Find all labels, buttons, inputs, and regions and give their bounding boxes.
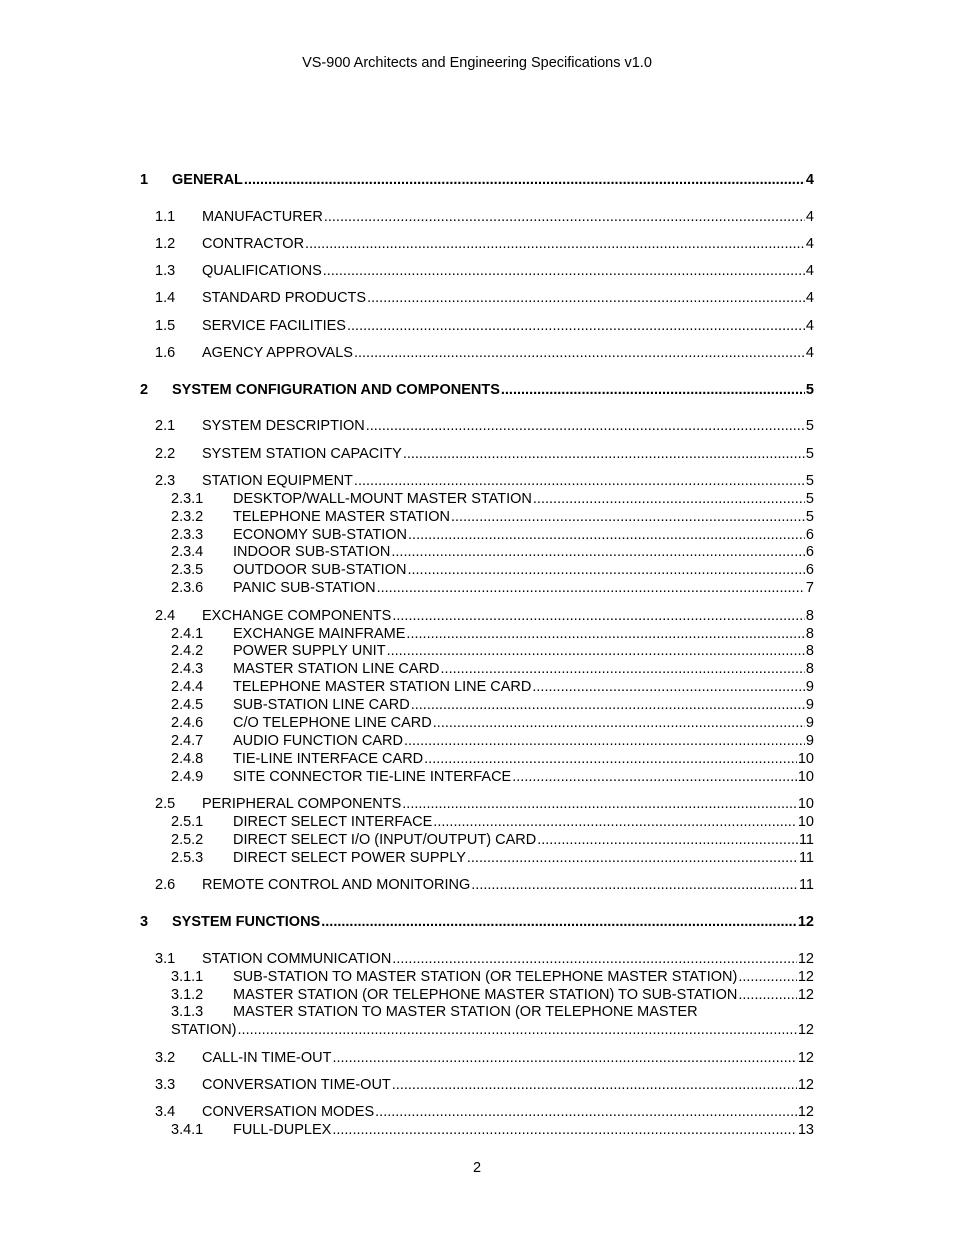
toc-leader-dots	[501, 381, 805, 399]
toc-entry-title: PANIC SUB-STATION	[233, 580, 376, 596]
toc-leader-dots	[512, 768, 797, 786]
toc-entry-page: 12	[797, 1104, 814, 1120]
toc-leader-dots	[391, 543, 805, 561]
toc-entry-title: INDOOR SUB-STATION	[233, 544, 391, 560]
toc-entry-1-5[interactable]	[140, 317, 814, 335]
toc-leader-dots	[347, 317, 805, 335]
toc-leader-dots	[403, 445, 805, 463]
toc-leader-dots	[323, 262, 805, 280]
toc-entry-1-3[interactable]	[140, 262, 814, 280]
toc-entry-2-4-1[interactable]	[140, 625, 814, 643]
toc-entry-number: 2.4.7	[171, 733, 204, 749]
toc-entry-title: GENERAL	[172, 172, 243, 188]
toc-leader-dots	[324, 208, 805, 226]
toc-entry-3-2[interactable]	[140, 1049, 814, 1067]
toc-leader-dots	[433, 714, 805, 732]
toc-entry-title: REMOTE CONTROL AND MONITORING	[202, 877, 471, 893]
toc-entry-page: 12	[797, 969, 814, 985]
toc-leader-dots	[392, 950, 797, 968]
toc-entry-2-3-6[interactable]	[140, 579, 814, 597]
toc-entry-2-2[interactable]	[140, 445, 814, 463]
toc-entry-title: OUTDOOR SUB-STATION	[233, 562, 407, 578]
toc-entry-title: SYSTEM DESCRIPTION	[202, 418, 365, 434]
toc-entry-page: 10	[797, 796, 814, 812]
toc-entry-title: SUB-STATION TO MASTER STATION (OR TELEPHONE MASTER STATION)	[233, 969, 738, 985]
toc-entry-page: 12	[797, 914, 814, 930]
toc-entry-2-3-2[interactable]	[140, 508, 814, 526]
toc-entry-2[interactable]	[140, 381, 814, 399]
toc-entry-page: 11	[798, 850, 814, 866]
toc-entry-page: 5	[805, 473, 814, 489]
toc-entry-3-1-1[interactable]	[140, 968, 814, 986]
toc-entry-title: SUB-STATION LINE CARD	[233, 697, 410, 713]
toc-entry-page: 6	[805, 562, 814, 578]
page-number: 2	[472, 1160, 482, 1176]
toc-entry-page: 12	[797, 987, 814, 1003]
toc-entry-title: STATION EQUIPMENT	[202, 473, 353, 489]
toc-leader-dots	[332, 1049, 796, 1067]
toc-leader-dots	[411, 696, 805, 714]
toc-entry-title: MASTER STATION TO MASTER STATION (OR TELEPHONE MASTER	[233, 1004, 698, 1020]
toc-entry-title: CONVERSATION TIME-OUT	[202, 1077, 391, 1093]
toc-entry-3[interactable]	[140, 913, 814, 931]
toc-leader-dots	[406, 625, 805, 643]
toc-entry-1-4[interactable]	[140, 289, 814, 307]
toc-entry-number: 2	[140, 382, 149, 398]
toc-entry-3-4[interactable]	[140, 1103, 814, 1121]
toc-entry-title: EXCHANGE COMPONENTS	[202, 608, 392, 624]
toc-entry-page: 6	[805, 544, 814, 560]
toc-leader-dots	[738, 986, 797, 1004]
toc-entry-number: 2.3.6	[171, 580, 204, 596]
toc-entry-title: MANUFACTURER	[202, 209, 323, 225]
toc-entry-title: MASTER STATION (OR TELEPHONE MASTER STATION) TO SUB-STATION	[233, 987, 738, 1003]
toc-entry-number: 2.2	[155, 446, 176, 462]
toc-entry-page: 9	[805, 697, 814, 713]
toc-entry-number: 1.2	[155, 236, 176, 252]
toc-leader-dots	[441, 660, 805, 678]
toc-leader-dots	[377, 579, 805, 597]
toc-entry-number: 2.3.1	[171, 491, 204, 507]
toc-entry-number: 1.3	[155, 263, 176, 279]
page-header: VS-900 Architects and Engineering Specifications v1.0	[302, 55, 652, 71]
toc-entry-1-2[interactable]	[140, 235, 814, 253]
toc-entry-page: 12	[797, 1077, 814, 1093]
toc-entry-2-4-3[interactable]	[140, 660, 814, 678]
toc-entry-page: 4	[805, 209, 814, 225]
toc-entry-title: TELEPHONE MASTER STATION LINE CARD	[233, 679, 532, 695]
toc-entry-page: 4	[805, 263, 814, 279]
toc-entry-title: C/O TELEPHONE LINE CARD	[233, 715, 432, 731]
toc-entry-page: 5	[805, 446, 814, 462]
toc-entry-2-3[interactable]	[140, 472, 814, 490]
toc-leader-dots	[533, 490, 805, 508]
toc-entry-title: DIRECT SELECT INTERFACE	[233, 814, 433, 830]
toc-leader-dots	[451, 508, 805, 526]
toc-entry-title: TIE-LINE INTERFACE CARD	[233, 751, 424, 767]
toc-entry-2-1[interactable]	[140, 417, 814, 435]
toc-leader-dots	[238, 1021, 797, 1039]
toc-entry-2-5-3[interactable]	[140, 849, 814, 867]
toc-entry-number: 3.1.3	[171, 1004, 204, 1020]
toc-entry-title: FULL-DUPLEX	[233, 1122, 332, 1138]
toc-entry-1-1[interactable]	[140, 208, 814, 226]
toc-entry-number: 1	[140, 172, 149, 188]
toc-entry-number: 1.1	[155, 209, 176, 225]
toc-entry-number: 2.4.6	[171, 715, 204, 731]
toc-entry-title: CONVERSATION MODES	[202, 1104, 375, 1120]
toc-entry-number: 1.4	[155, 290, 176, 306]
toc-entry-page: 10	[797, 751, 814, 767]
toc-leader-dots	[366, 417, 805, 435]
toc-leader-dots	[305, 235, 805, 253]
toc-entry-title: STATION COMMUNICATION	[202, 951, 392, 967]
toc-entry-number: 2.4	[155, 608, 176, 624]
toc-entry-page: 5	[805, 418, 814, 434]
toc-entry-title: PERIPHERAL COMPONENTS	[202, 796, 402, 812]
toc-entry-title: SYSTEM FUNCTIONS	[172, 914, 321, 930]
toc-entry-page: 5	[805, 382, 814, 398]
toc-entry-page: 11	[798, 877, 814, 893]
toc-entry-title: DESKTOP/WALL-MOUNT MASTER STATION	[233, 491, 532, 507]
toc-entry-number: 3.1.1	[171, 969, 204, 985]
toc-entry-number: 2.4.2	[171, 643, 204, 659]
toc-entry-2-4[interactable]	[140, 607, 814, 625]
toc-entry-2-3-3[interactable]	[140, 526, 814, 544]
toc-entry-3-3[interactable]	[140, 1076, 814, 1094]
toc-entry-number: 3.4	[155, 1104, 176, 1120]
toc-entry-title: ECONOMY SUB-STATION	[233, 527, 408, 543]
toc-entry-title: CONTRACTOR	[202, 236, 305, 252]
toc-entry-number: 2.5.3	[171, 850, 204, 866]
toc-entry-2-5-1[interactable]	[140, 813, 814, 831]
toc-entry-title: DIRECT SELECT I/O (INPUT/OUTPUT) CARD	[233, 832, 537, 848]
toc-leader-dots	[738, 968, 797, 986]
toc-entry-number: 2.4.5	[171, 697, 204, 713]
toc-entry-2-3-4[interactable]	[140, 543, 814, 561]
toc-entry-number: 2.4.8	[171, 751, 204, 767]
toc-entry-page: 12	[797, 1050, 814, 1066]
toc-leader-dots	[433, 813, 797, 831]
toc-entry-1-6[interactable]	[140, 344, 814, 362]
toc-leader-dots	[375, 1103, 797, 1121]
toc-entry-number: 2.5.2	[171, 832, 204, 848]
toc-entry-page: 10	[797, 769, 814, 785]
toc-leader-dots	[332, 1121, 797, 1139]
toc-entry-number: 2.4.9	[171, 769, 204, 785]
toc-entry-number: 3	[140, 914, 149, 930]
toc-entry-title: SITE CONNECTOR TIE-LINE INTERFACE	[233, 769, 512, 785]
toc-entry-page: 4	[805, 236, 814, 252]
toc-leader-dots	[392, 1076, 797, 1094]
toc-leader-dots	[532, 678, 805, 696]
toc-entry-page: 8	[805, 661, 814, 677]
toc-entry-title: STANDARD PRODUCTS	[202, 290, 367, 306]
toc-entry-title: EXCHANGE MAINFRAME	[233, 626, 406, 642]
toc-entry-number: 2.1	[155, 418, 176, 434]
toc-leader-dots	[467, 849, 798, 867]
toc-entry-number: 3.4.1	[171, 1122, 204, 1138]
toc-entry-page: 5	[805, 491, 814, 507]
toc-entry-page: 9	[805, 715, 814, 731]
toc-entry-page: 8	[805, 626, 814, 642]
toc-entry-page: 6	[805, 527, 814, 543]
toc-leader-dots	[471, 876, 798, 894]
toc-entry-number: 2.3.4	[171, 544, 204, 560]
toc-leader-dots	[354, 472, 805, 490]
toc-entry-title: POWER SUPPLY UNIT	[233, 643, 386, 659]
toc-entry-title: AGENCY APPROVALS	[202, 345, 353, 361]
toc-entry-number: 2.3.5	[171, 562, 204, 578]
toc-entry-2-4-5[interactable]	[140, 696, 814, 714]
toc-entry-number: 2.3.3	[171, 527, 204, 543]
toc-entry-page: 11	[798, 832, 814, 848]
toc-entry-title: SYSTEM STATION CAPACITY	[202, 446, 402, 462]
toc-entry-title: CALL-IN TIME-OUT	[202, 1050, 332, 1066]
toc-leader-dots	[424, 750, 797, 768]
toc-leader-dots	[392, 607, 805, 625]
toc-entry-number: 3.1	[155, 951, 176, 967]
toc-entry-2-3-5[interactable]	[140, 561, 814, 579]
toc-entry-3-1[interactable]	[140, 950, 814, 968]
toc-entry-2-3-1[interactable]	[140, 490, 814, 508]
toc-entry-3-1-3[interactable]	[140, 1003, 814, 1039]
toc-entry-2-5-2[interactable]	[140, 831, 814, 849]
toc-entry-number: 2.5.1	[171, 814, 204, 830]
toc-entry-page: 10	[797, 814, 814, 830]
toc-leader-dots	[404, 732, 805, 750]
toc-entry-number: 2.3	[155, 473, 176, 489]
toc-entry-page: 9	[805, 733, 814, 749]
toc-entry-number: 1.5	[155, 318, 176, 334]
toc-leader-dots	[408, 526, 805, 544]
toc-entry-number: 2.5	[155, 796, 176, 812]
toc-entry-title-continued: STATION)	[171, 1022, 237, 1038]
toc-entry-page: 4	[805, 345, 814, 361]
toc-entry-number: 2.4.4	[171, 679, 204, 695]
toc-entry-page: 7	[805, 580, 814, 596]
toc-entry-page: 12	[797, 951, 814, 967]
toc-entry-page: 8	[805, 643, 814, 659]
toc-entry-number: 3.2	[155, 1050, 176, 1066]
toc-entry-title: QUALIFICATIONS	[202, 263, 322, 279]
toc-leader-dots	[354, 344, 805, 362]
toc-leader-dots	[387, 642, 805, 660]
toc-entry-title: MASTER STATION LINE CARD	[233, 661, 440, 677]
toc-entry-2-4-6[interactable]	[140, 714, 814, 732]
toc-entry-2-4-7[interactable]	[140, 732, 814, 750]
toc-leader-dots	[321, 913, 797, 931]
toc-entry-2-4-4[interactable]	[140, 678, 814, 696]
toc-leader-dots	[537, 831, 798, 849]
toc-entry-page: 4	[805, 290, 814, 306]
toc-leader-dots	[402, 795, 797, 813]
toc-entry-page: 8	[805, 608, 814, 624]
toc-entry-number: 2.4.3	[171, 661, 204, 677]
toc-entry-2-6[interactable]	[140, 876, 814, 894]
toc-entry-page: 9	[805, 679, 814, 695]
toc-entry-2-5[interactable]	[140, 795, 814, 813]
toc-entry-page: 12	[797, 1022, 814, 1038]
toc-entry-2-4-2[interactable]	[140, 642, 814, 660]
toc-entry-title: SERVICE FACILITIES	[202, 318, 346, 334]
toc-leader-dots	[244, 171, 805, 189]
toc-entry-title: AUDIO FUNCTION CARD	[233, 733, 403, 749]
toc-entry-title: SYSTEM CONFIGURATION AND COMPONENTS	[172, 382, 500, 398]
toc-leader-dots	[407, 561, 804, 579]
toc-entry-page: 13	[797, 1122, 814, 1138]
toc-entry-number: 3.1.2	[171, 987, 204, 1003]
toc-entry-2-4-8[interactable]	[140, 750, 814, 768]
toc-entry-number: 2.3.2	[171, 509, 204, 525]
toc-entry-1[interactable]	[140, 171, 814, 189]
toc-entry-number: 2.4.1	[171, 626, 204, 642]
toc-entry-2-4-9[interactable]	[140, 768, 814, 786]
toc-entry-number: 1.6	[155, 345, 176, 361]
toc-entry-3-4-1[interactable]	[140, 1121, 814, 1139]
toc-leader-dots	[367, 289, 805, 307]
toc-entry-title: TELEPHONE MASTER STATION	[233, 509, 450, 525]
toc-entry-page: 4	[805, 318, 814, 334]
toc-entry-page: 5	[805, 509, 814, 525]
toc-entry-title: DIRECT SELECT POWER SUPPLY	[233, 850, 466, 866]
toc-entry-number: 2.6	[155, 877, 176, 893]
toc-entry-3-1-2[interactable]	[140, 986, 814, 1004]
toc-entry-number: 3.3	[155, 1077, 176, 1093]
toc-entry-page: 4	[805, 172, 814, 188]
